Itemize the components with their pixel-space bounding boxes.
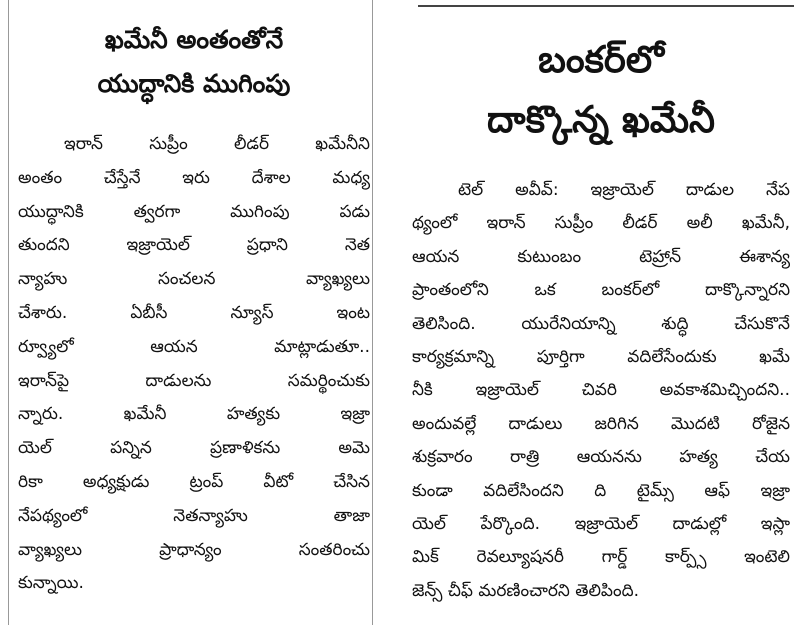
headline-line: యుద్ధానికి ముగింపు [97,69,291,98]
headline-left [18,18,370,106]
body-line: కున్నాయి. [18,573,84,594]
body-line: నేపథ్యంలో నెతన్యాహు తాజా [18,505,370,526]
article-body-right [412,174,790,608]
body-line: మిక్ రెవల్యూషనరీ గార్డ్ కార్ప్స్ ఇంటెలి [412,547,790,568]
body-line: ఇరాన్ సుప్రీం లీడర్ ఖమేనీని [64,134,370,154]
body-line: శుక్రవారం రాత్రి ఆయనను హత్య చేయ [412,447,790,468]
body-line: చేశారు. ఏబీసీ న్యూస్ ఇంట [18,302,370,323]
body-line: కార్యక్రమాన్ని పూర్తిగా వదిలేసేందుకు ఖమే [412,347,790,368]
headline-line: దాక్కొన్న ఖమేనీ [486,98,716,141]
body-line: ప్రాంతంలోని ఒక బంకర్‌లో దాక్కొన్నారని [412,280,790,301]
body-line: రికా అధ్యక్షుడు ట్రంప్ వీటో చేసిన [18,471,370,492]
body-line: కుండా వదిలేసిందని ది టైమ్స్ ఆఫ్ ఇజ్రా [412,480,790,501]
body-line: యెల్ పన్నిన ప్రణాళికను అమె [18,438,370,459]
headline-right [412,30,790,150]
body-line: తుందని ఇజ్రాయెల్ ప్రధాని నెత [18,235,370,256]
article-body-left [18,128,370,601]
body-line: అందువల్లే దాడులు జరిగిన మొదటి రోజైన [412,413,790,434]
column-divider-left [8,0,9,625]
body-line: యెల్ పేర్కొంది. ఇజ్రాయెల్ దాడుల్లో ఇస్లా [412,514,790,535]
body-line: టెల్ అవీవ్: ఇజ్రాయెల్ దాడుల నేప [458,180,790,200]
body-line: న్నారు. ఖమేనీ హత్యకు ఇజ్రా [18,404,370,425]
headline-line: ఖమేనీ అంతంతోనే [104,25,284,54]
article-left [18,0,370,601]
body-line: థ్యంలో ఇరాన్ సుప్రీం లీడర్ అలీ ఖమేనీ, [412,213,790,234]
body-line: యుద్ధానికి త్వరగా ముగింపు పడు [18,201,370,222]
body-line: ఇరాన్‌పై దాడులను సమర్థించుకు [18,370,370,391]
column-divider-center [372,0,373,625]
body-line: న్యాహు సంచలన వ్యాఖ్యలు [18,269,370,290]
headline-line: బంకర్‌లో [538,38,664,81]
body-line: ఆయన కుటుంబం టెహ్రాన్ ఈశాన్య [412,246,790,267]
body-line: జెన్స్ చీఫ్ మరణించారని తెలిపింది. [412,580,640,601]
body-line: తెలిసింది. యురేనియాన్ని శుద్ధి చేసుకొనే [412,313,790,334]
article-right [412,0,790,608]
body-line: ర్వ్యూలో ఆయన మాట్లాడుతూ.. [18,336,370,357]
body-line: నీకి ఇజ్రాయెల్ చివరి అవకాశమిచ్చిందని.. [412,380,790,401]
body-line: అంతం చేస్తేనే ఇరు దేశాల మధ్య [18,167,370,188]
body-line: వ్యాఖ్యలు ప్రాధాన్యం సంతరించు [18,539,370,560]
